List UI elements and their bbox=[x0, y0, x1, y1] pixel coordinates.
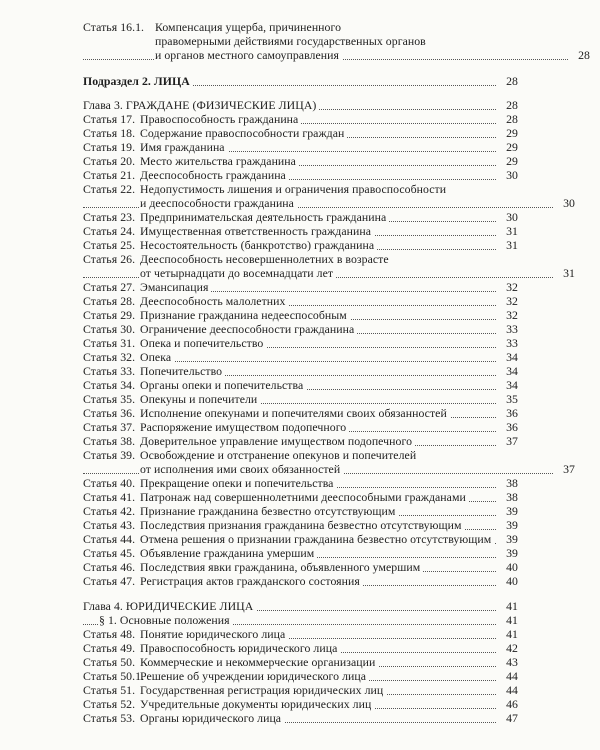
article-number: Статья 46. bbox=[83, 560, 136, 574]
article-number: Статья 39. bbox=[83, 448, 136, 462]
page-number: 36 bbox=[496, 421, 518, 434]
toc-entry-37 bbox=[83, 421, 518, 434]
article-number: Статья 48. bbox=[83, 627, 136, 641]
page-number: 28 bbox=[568, 49, 590, 62]
article-title: Патронаж над совершеннолетними дееспособными гражданами bbox=[140, 490, 466, 504]
article-title: Учредительные документы юридических лиц bbox=[140, 697, 372, 711]
page-number: 32 bbox=[496, 309, 518, 322]
article-title: Последствия признания гражданина безвестно отсутствующим bbox=[140, 518, 462, 532]
toc-entry-34 bbox=[83, 379, 518, 392]
article-title: Последствия явки гражданина, объявленного умершим bbox=[140, 560, 421, 574]
article-title: Несостоятельность (банкротство) гражданина bbox=[140, 238, 375, 252]
toc-entry-47 bbox=[83, 575, 518, 588]
article-title: Исполнение опекунами и попечителями своих обязанностей bbox=[140, 406, 447, 420]
toc-entry-18 bbox=[83, 127, 518, 140]
article-number: Статья 27. bbox=[83, 280, 136, 294]
article-number: Статья 47. bbox=[83, 574, 136, 588]
toc-entry-24 bbox=[83, 225, 518, 238]
toc-entry-42 bbox=[83, 505, 518, 518]
article-number: Статья 33. bbox=[83, 364, 136, 378]
section-title: § 1. Основные положения bbox=[99, 613, 233, 627]
toc-entry-44 bbox=[83, 533, 518, 546]
article-number: Статья 23. bbox=[83, 210, 136, 224]
toc-entry-26-cont bbox=[83, 267, 575, 280]
article-number: Статья 17. bbox=[83, 112, 136, 126]
article-title: Место жительства гражданина bbox=[140, 154, 296, 168]
toc-entry-22 bbox=[83, 183, 518, 196]
page-number: 39 bbox=[496, 533, 518, 546]
page-number: 39 bbox=[496, 519, 518, 532]
article-title-cont: и органов местного самоуправления bbox=[155, 48, 342, 62]
article-title: Доверительное управление имуществом подопечного bbox=[140, 434, 413, 448]
page-number: 29 bbox=[496, 127, 518, 140]
page-number: 29 bbox=[496, 141, 518, 154]
page-number: 29 bbox=[496, 155, 518, 168]
toc-entry-16-1-cont bbox=[83, 35, 590, 48]
page-number: 40 bbox=[496, 575, 518, 588]
article-title: Освобождение и отстранение опекунов и попечителей bbox=[140, 448, 417, 462]
page-number: 30 bbox=[553, 197, 575, 210]
article-title: Имя гражданина bbox=[140, 140, 225, 154]
toc-entry-50 bbox=[83, 656, 518, 669]
page-number: 32 bbox=[496, 281, 518, 294]
page-number: 30 bbox=[496, 211, 518, 224]
article-title: Эмансипация bbox=[140, 280, 209, 294]
article-title-cont: и дееспособности гражданина bbox=[140, 196, 297, 210]
article-number: Статья 43. bbox=[83, 518, 136, 532]
article-title: Компенсация ущерба, причиненного bbox=[155, 20, 342, 34]
article-title: Опекуны и попечители bbox=[140, 392, 258, 406]
toc-entry-39-cont bbox=[83, 463, 575, 476]
toc-entry-20 bbox=[83, 155, 518, 168]
page-number: 38 bbox=[496, 477, 518, 490]
toc-entry-16-1 bbox=[83, 21, 518, 34]
page-number: 41 bbox=[496, 614, 518, 627]
article-title: Органы опеки и попечительства bbox=[140, 378, 304, 392]
article-title: Прекращение опеки и попечительства bbox=[140, 476, 334, 490]
article-number: Статья 38. bbox=[83, 434, 136, 448]
chapter-title: Глава 4. ЮРИДИЧЕСКИЕ ЛИЦА bbox=[83, 599, 256, 613]
toc-entry-16-1-cont2 bbox=[83, 49, 590, 62]
article-number: Статья 21. bbox=[83, 168, 136, 182]
toc-entry-28 bbox=[83, 295, 518, 308]
article-number: Статья 50. bbox=[83, 655, 136, 669]
article-number: Статья 35. bbox=[83, 392, 136, 406]
article-title: Правоспособность гражданина bbox=[140, 112, 299, 126]
page-number: 37 bbox=[496, 435, 518, 448]
article-title-cont: от исполнения ими своих обязанностей bbox=[140, 462, 343, 476]
article-number: Статья 41. bbox=[83, 490, 136, 504]
toc-entry-38 bbox=[83, 435, 518, 448]
toc-chapter-4 bbox=[83, 600, 518, 613]
article-title-cont: от четырнадцати до восемнадцати лет bbox=[140, 266, 336, 280]
page-number: 30 bbox=[496, 169, 518, 182]
article-title: Опека и попечительство bbox=[140, 336, 264, 350]
page-number: 33 bbox=[496, 323, 518, 336]
page-number: 37 bbox=[553, 463, 575, 476]
article-title: Содержание правоспособности граждан bbox=[140, 126, 345, 140]
article-title: Решение об учреждении юридического лица bbox=[140, 669, 367, 683]
toc-entry-27 bbox=[83, 281, 518, 294]
article-title: Объявление гражданина умершим bbox=[140, 546, 315, 560]
article-number: Статья 45. bbox=[83, 546, 136, 560]
article-title: Предпринимательская деятельность гражданина bbox=[140, 210, 387, 224]
article-title: Дееспособность малолетних bbox=[140, 294, 286, 308]
article-title: Коммерческие и некоммерческие организации bbox=[140, 655, 376, 669]
article-number: Статья 16.1. bbox=[83, 20, 145, 34]
article-number: Статья 26. bbox=[83, 252, 136, 266]
article-title: Дееспособность несовершеннолетних в возрасте bbox=[140, 252, 389, 266]
toc-entry-21 bbox=[83, 169, 518, 182]
article-number: Статья 36. bbox=[83, 406, 136, 420]
article-title: Попечительство bbox=[140, 364, 223, 378]
toc-entry-40 bbox=[83, 477, 518, 490]
article-number: Статья 52. bbox=[83, 697, 136, 711]
article-number: Статья 37. bbox=[83, 420, 136, 434]
page-number: 42 bbox=[496, 642, 518, 655]
page-number: 34 bbox=[496, 351, 518, 364]
page-number: 41 bbox=[496, 628, 518, 641]
page-number: 40 bbox=[496, 561, 518, 574]
toc-entry-23 bbox=[83, 211, 518, 224]
article-number: Статья 24. bbox=[83, 224, 136, 238]
toc-entry-46 bbox=[83, 561, 518, 574]
article-title: Признание гражданина недееспособным bbox=[140, 308, 347, 322]
article-number: Статья 20. bbox=[83, 154, 136, 168]
article-title: Недопустимость лишения и ограничения правоспособности bbox=[140, 182, 447, 196]
toc-entry-32 bbox=[83, 351, 518, 364]
toc-section-1 bbox=[83, 614, 518, 627]
page-number: 28 bbox=[496, 99, 518, 112]
article-number: Статья 18. bbox=[83, 126, 136, 140]
page-number: 39 bbox=[496, 505, 518, 518]
article-title: Признание гражданина безвестно отсутствующим bbox=[140, 504, 396, 518]
page-number: 46 bbox=[496, 698, 518, 711]
article-title: Регистрация актов гражданского состояния bbox=[140, 574, 360, 588]
page-number: 47 bbox=[496, 712, 518, 725]
page-number: 36 bbox=[496, 407, 518, 420]
page-number: 39 bbox=[496, 547, 518, 560]
article-title: Опека bbox=[140, 350, 172, 364]
toc-entry-22-cont bbox=[83, 197, 575, 210]
toc-entry-30 bbox=[83, 323, 518, 336]
toc-entry-53 bbox=[83, 712, 518, 725]
toc-entry-52 bbox=[83, 698, 518, 711]
toc-entry-43 bbox=[83, 519, 518, 532]
article-number: Статья 32. bbox=[83, 350, 136, 364]
article-title-cont: правомерными действиями государственных органов bbox=[155, 34, 426, 48]
page-number: 44 bbox=[496, 684, 518, 697]
article-title: Отмена решения о признании гражданина безвестно отсутствующим bbox=[140, 532, 492, 546]
subdivision-title: Подраздел 2. ЛИЦА bbox=[83, 74, 193, 88]
article-number: Статья 25. bbox=[83, 238, 136, 252]
page-number: 28 bbox=[496, 75, 518, 88]
toc-entry-29 bbox=[83, 309, 518, 322]
toc-entry-41 bbox=[83, 491, 518, 504]
article-title: Ограничение дееспособности гражданина bbox=[140, 322, 355, 336]
article-number: Статья 34. bbox=[83, 378, 136, 392]
page-number: 31 bbox=[553, 267, 575, 280]
article-title: Дееспособность гражданина bbox=[140, 168, 286, 182]
article-number: Статья 30. bbox=[83, 322, 136, 336]
toc-entry-45 bbox=[83, 547, 518, 560]
article-title: Понятие юридического лица bbox=[140, 627, 286, 641]
toc-entry-25 bbox=[83, 239, 518, 252]
article-number: Статья 19. bbox=[83, 140, 136, 154]
article-title: Государственная регистрация юридических лиц bbox=[140, 683, 384, 697]
toc-entry-35 bbox=[83, 393, 518, 406]
article-title: Распоряжение имуществом подопечного bbox=[140, 420, 347, 434]
page-number: 44 bbox=[496, 670, 518, 683]
article-number: Статья 44. bbox=[83, 532, 136, 546]
chapter-title: Глава 3. ГРАЖДАНЕ (ФИЗИЧЕСКИЕ ЛИЦА) bbox=[83, 98, 319, 112]
toc-chapter-3 bbox=[83, 99, 518, 112]
article-number: Статья 42. bbox=[83, 504, 136, 518]
page-number: 41 bbox=[496, 600, 518, 613]
page-number: 34 bbox=[496, 379, 518, 392]
toc-entry-39 bbox=[83, 449, 518, 462]
toc-entry-17 bbox=[83, 113, 518, 126]
toc-entry-19 bbox=[83, 141, 518, 154]
article-number: Статья 53. bbox=[83, 711, 136, 725]
page-number: 34 bbox=[496, 365, 518, 378]
toc-entry-33 bbox=[83, 365, 518, 378]
article-title: Правоспособность юридического лица bbox=[140, 641, 338, 655]
article-number: Статья 49. bbox=[83, 641, 136, 655]
article-number: Статья 29. bbox=[83, 308, 136, 322]
toc-entry-31 bbox=[83, 337, 518, 350]
toc-entry-36 bbox=[83, 407, 518, 420]
page-number: 28 bbox=[496, 113, 518, 126]
article-number: Статья 31. bbox=[83, 336, 136, 350]
toc-entry-26 bbox=[83, 253, 518, 266]
page-number: 32 bbox=[496, 295, 518, 308]
toc-subdivision-2 bbox=[83, 75, 518, 88]
page-number: 31 bbox=[496, 239, 518, 252]
toc-entry-51 bbox=[83, 684, 518, 697]
article-number: Статья 40. bbox=[83, 476, 136, 490]
article-title: Органы юридического лица bbox=[140, 711, 282, 725]
toc-entry-48 bbox=[83, 628, 518, 641]
article-number: Статья 51. bbox=[83, 683, 136, 697]
page-number: 33 bbox=[496, 337, 518, 350]
page-number: 35 bbox=[496, 393, 518, 406]
article-title: Имущественная ответственность гражданина bbox=[140, 224, 372, 238]
page-number: 31 bbox=[496, 225, 518, 238]
page-number: 38 bbox=[496, 491, 518, 504]
toc-entry-49 bbox=[83, 642, 518, 655]
article-number: Статья 22. bbox=[83, 182, 136, 196]
page-number: 43 bbox=[496, 656, 518, 669]
toc-entry-50-1 bbox=[83, 670, 518, 683]
article-number: Статья 50.1. bbox=[83, 669, 145, 683]
article-number: Статья 28. bbox=[83, 294, 136, 308]
